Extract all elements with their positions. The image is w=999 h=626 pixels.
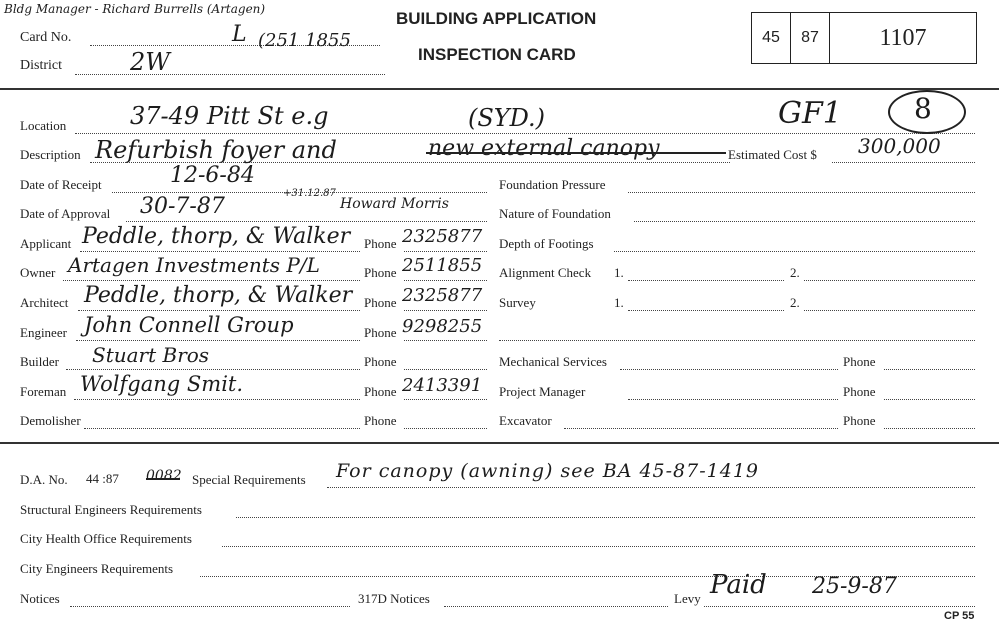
estimated-cost-label: Estimated Cost $ — [728, 147, 817, 162]
foreman-phone-line — [404, 399, 487, 400]
engineer-label: Engineer — [20, 325, 67, 340]
description-label: Description — [20, 147, 81, 162]
description-value: Refurbish foyer and — [95, 136, 337, 164]
da-struck-value: 0082 — [146, 468, 182, 484]
survey-label: Survey — [499, 295, 536, 310]
da-label: D.A. No. — [20, 472, 68, 487]
mechanical-label: Mechanical Services — [499, 354, 607, 369]
alignment-check-2-line — [804, 280, 975, 281]
district-line — [75, 74, 385, 75]
applicant-value: Peddle, thorp, & Walker — [82, 224, 351, 249]
demolisher-phone-line — [404, 428, 487, 429]
depth-footings-label: Depth of Footings — [499, 236, 594, 251]
description-strikeout — [426, 152, 726, 154]
foreman-line — [74, 399, 360, 400]
foreman-phone-value: 2413391 — [402, 375, 483, 396]
nature-foundation-line — [634, 221, 975, 222]
levy-value: Paid — [710, 570, 767, 600]
owner-line — [63, 280, 360, 281]
alignment-check-label: Alignment Check — [499, 265, 592, 280]
date-receipt-label: Date of Receipt — [20, 177, 102, 192]
date-approval-line — [126, 221, 487, 222]
applicant-label: Applicant — [20, 236, 72, 251]
form-code: CP 55 — [944, 610, 975, 622]
notices-317d-label: 317D Notices — [358, 591, 430, 606]
applicant-phone-value: 2325877 — [402, 226, 483, 247]
engineer-phone-value: 9298255 — [402, 316, 483, 337]
da-strikeout — [146, 478, 180, 480]
applicant-phone-label: Phone — [364, 236, 397, 251]
notices-label: Notices — [20, 591, 60, 606]
district-value: 2W — [130, 48, 170, 76]
project-manager-line — [628, 399, 838, 400]
levy-label: Levy — [674, 591, 701, 606]
excavator-line — [564, 428, 838, 429]
project-manager-phone-line — [884, 399, 975, 400]
architect-value: Peddle, thorp, & Walker — [84, 283, 353, 308]
card-no-value: L — [232, 22, 247, 47]
divider-middle — [0, 442, 999, 444]
structural-label: Structural Engineers Requirements — [20, 502, 202, 517]
foreman-phone-label: Phone — [364, 384, 397, 399]
description-struck-text: new external canopy — [428, 136, 660, 161]
levy-line — [704, 606, 975, 607]
foundation-pressure-line — [628, 192, 975, 193]
builder-line — [66, 369, 360, 370]
owner-phone-value: 2511855 — [402, 255, 483, 276]
demolisher-phone-label: Phone — [364, 413, 397, 428]
card-phone-value: (251 1855 — [258, 30, 351, 51]
da-value: 44 :87 — [86, 471, 119, 486]
date-approval-signer: Howard Morris — [340, 196, 449, 212]
ref-box-a: 45 — [751, 12, 791, 64]
engineer-phone-label: Phone — [364, 325, 397, 340]
engineer-value: John Connell Group — [84, 313, 294, 337]
foreman-value: Wolfgang Smit. — [80, 372, 244, 396]
foreman-label: Foreman — [20, 384, 67, 399]
special-line — [327, 487, 975, 488]
location-label: Location — [20, 118, 67, 133]
ref-box-c: 1107 — [829, 12, 977, 64]
builder-value: Stuart Bros — [92, 343, 210, 367]
foundation-pressure-label: Foundation Pressure — [499, 177, 606, 192]
notices-317d-line — [444, 606, 668, 607]
owner-phone-line — [404, 280, 487, 281]
owner-label: Owner — [20, 265, 56, 280]
engineer-phone-line — [404, 340, 487, 341]
ref-box-b: 87 — [790, 12, 830, 64]
date-approval-note: +31.12.87 — [283, 188, 336, 199]
location-circled-number: 8 — [914, 92, 932, 125]
applicant-line — [80, 251, 360, 252]
nature-foundation-label: Nature of Foundation — [499, 206, 611, 221]
demolisher-label: Demolisher — [20, 413, 81, 428]
excavator-phone-line — [884, 428, 975, 429]
owner-value: Artagen Investments P/L — [68, 253, 320, 277]
health-label: City Health Office Requirements — [20, 531, 192, 546]
structural-line — [236, 517, 975, 518]
demolisher-line — [84, 428, 360, 429]
mechanical-line — [620, 369, 838, 370]
survey-1-label: 1. — [614, 295, 624, 310]
excavator-label: Excavator — [499, 413, 552, 428]
architect-label: Architect — [20, 295, 69, 310]
architect-line — [78, 310, 360, 311]
location-line — [75, 133, 975, 134]
survey-2-line — [804, 310, 975, 311]
builder-phone-label: Phone — [364, 354, 397, 369]
date-approval-value: 30-7-87 — [140, 194, 225, 219]
survey-1-line — [628, 310, 784, 311]
levy-date: 25-9-87 — [812, 574, 897, 599]
builder-label: Builder — [20, 354, 59, 369]
project-manager-label: Project Manager — [499, 384, 586, 399]
architect-phone-value: 2325877 — [402, 285, 483, 306]
alignment-check-2-label: 2. — [790, 265, 800, 280]
date-receipt-value: 12-6-84 — [170, 163, 255, 188]
survey-2-label: 2. — [790, 295, 800, 310]
applicant-phone-line — [404, 251, 487, 252]
architect-phone-label: Phone — [364, 295, 397, 310]
alignment-check-1-line — [628, 280, 784, 281]
excavator-phone-label: Phone — [843, 413, 876, 428]
estimated-cost-line — [832, 162, 975, 163]
divider-top — [0, 88, 999, 90]
builder-phone-line — [404, 369, 487, 370]
notices-line — [70, 606, 350, 607]
location-value: 37-49 Pitt St e.g — [130, 102, 329, 130]
title-building-application: BUILDING APPLICATION — [396, 9, 597, 28]
mechanical-phone-line — [884, 369, 975, 370]
depth-footings-line — [614, 251, 975, 252]
estimated-cost-value: 300,000 — [858, 134, 941, 158]
special-value: For canopy (awning) see BA 45-87-1419 — [336, 460, 760, 482]
architect-phone-line — [404, 310, 487, 311]
title-inspection-card: INSPECTION CARD — [418, 45, 576, 64]
date-approval-label: Date of Approval — [20, 206, 111, 221]
health-line — [222, 546, 975, 547]
location-code: GF1 — [778, 96, 842, 131]
city-engineers-label: City Engineers Requirements — [20, 561, 174, 576]
alignment-check-1-label: 1. — [614, 265, 624, 280]
location-extra: (SYD.) — [468, 104, 546, 132]
header-annotation: Bldg Manager - Richard Burrells (Artagen) — [4, 2, 266, 16]
district-label: District — [20, 58, 62, 73]
mechanical-phone-label: Phone — [843, 354, 876, 369]
special-label: Special Requirements — [192, 472, 306, 487]
owner-phone-label: Phone — [364, 265, 397, 280]
engineer-line — [76, 340, 360, 341]
project-manager-phone-label: Phone — [843, 384, 876, 399]
blank-right-line — [499, 340, 975, 341]
card-no-label: Card No. — [20, 30, 72, 45]
